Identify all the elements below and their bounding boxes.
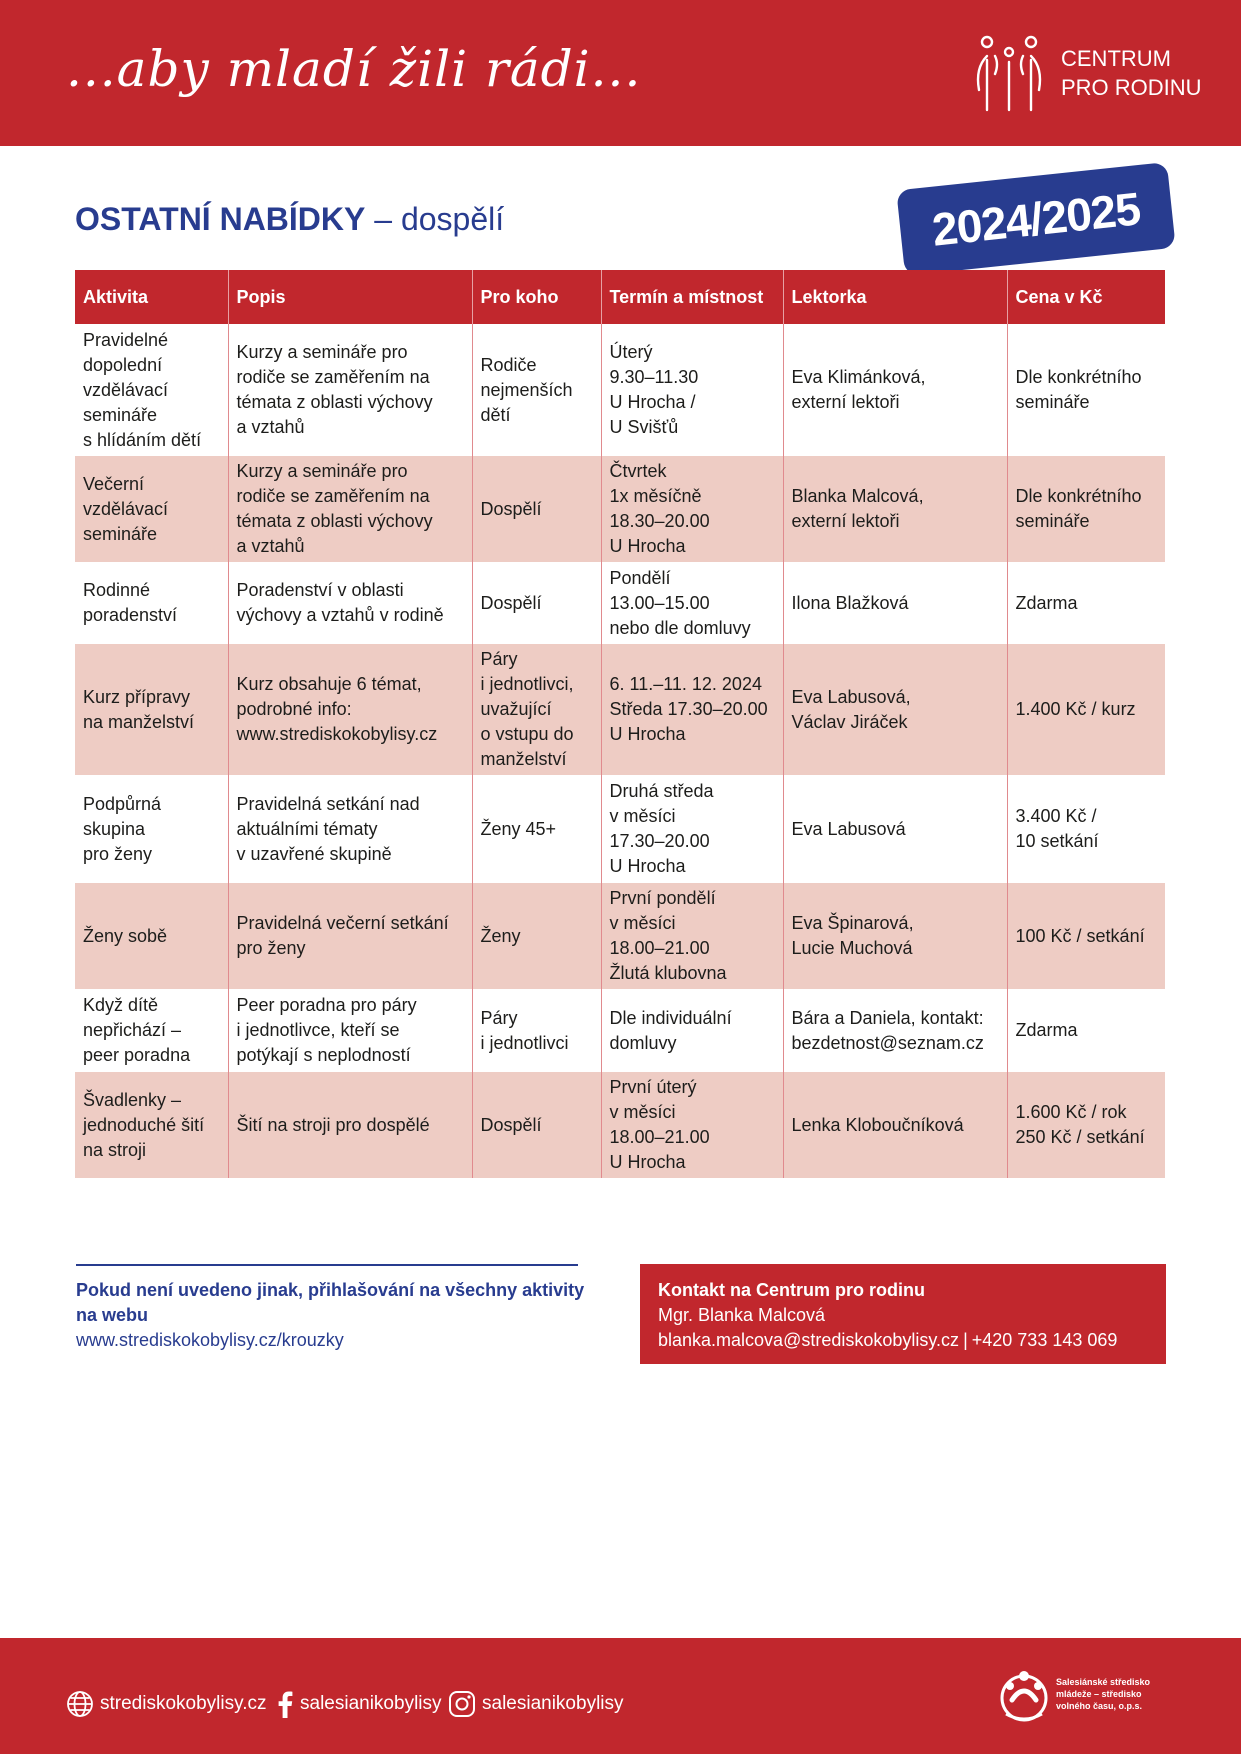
cell-aktivita: Když dítě nepřichází – peer poradna xyxy=(83,995,191,1065)
header-lektorka: Lektorka xyxy=(783,270,1007,324)
cell-pro-koho: Páry i jednotlivci, uvažující o vstupu do manželství xyxy=(472,644,601,775)
header-pro-koho: Pro koho xyxy=(472,270,601,324)
cell-lektorka: Eva Klimánková, externí lektoři xyxy=(783,324,1007,456)
cell-cena: Dle konkrétního semináře xyxy=(1007,324,1165,456)
footer-instagram[interactable] xyxy=(448,1689,624,1719)
cell-aktivita: Podpůrná skupina pro ženy xyxy=(83,793,162,864)
registration-link[interactable]: www.strediskokobylisy.cz/krouzky xyxy=(76,1330,344,1350)
salesian-logo-icon xyxy=(994,1664,1054,1726)
contact-title: Kontakt na Centrum pro rodinu xyxy=(658,1280,925,1300)
header-aktivita: Aktivita xyxy=(75,270,228,324)
table-row xyxy=(75,775,1165,883)
cell-termin: Úterý 9.30–11.30 U Hrocha / U Svišťů xyxy=(601,324,783,456)
year-badge: 2024/2025 xyxy=(896,162,1175,276)
page-title-main: OSTATNÍ NABÍDKY xyxy=(75,201,366,237)
table-row xyxy=(75,1072,1165,1178)
footer-facebook[interactable] xyxy=(276,1689,442,1719)
cell-lektorka: Blanka Malcová, externí lektoři xyxy=(783,456,1007,562)
logo-line-2: PRO RODINU xyxy=(1061,75,1202,100)
cell-pro-koho: Dospělí xyxy=(472,562,601,644)
cell-cena: 1.600 Kč / rok 250 Kč / setkání xyxy=(1007,1072,1165,1178)
logo-line-1: CENTRUM xyxy=(1061,46,1171,71)
offers-table xyxy=(75,270,1165,1178)
cell-aktivita: Večerní vzdělávací semináře xyxy=(75,456,228,562)
cell-lektorka: Ilona Blažková xyxy=(783,562,1007,644)
table-row xyxy=(75,456,1165,562)
cell-aktivita: Ženy sobě xyxy=(75,883,228,989)
cell-popis: Kurzy a semináře pro rodiče se zaměřením na témata z oblasti výchovy a vztahů xyxy=(228,456,472,562)
contact-box xyxy=(640,1264,1166,1364)
globe-icon xyxy=(66,1690,94,1718)
cell-lektorka: Eva Labusová, Václav Jiráček xyxy=(783,644,1007,775)
cell-pro-koho: Ženy xyxy=(472,883,601,989)
cell-popis: Pravidelná večerní setkání pro ženy xyxy=(228,883,472,989)
cell-aktivita: Rodinné poradenství xyxy=(83,580,178,625)
family-figures-icon xyxy=(973,34,1045,112)
cell-popis: Peer poradna pro páry i jednotlivce, kteří se potýkají s neplodností xyxy=(228,989,472,1072)
registration-note-text: Pokud není uvedeno jinak, přihlašování na všechny aktivity na webu xyxy=(76,1280,585,1325)
table-row xyxy=(75,324,1165,456)
cell-aktivita: Kurz přípravy na manželství xyxy=(75,644,228,775)
contact-email[interactable]: blanka.malcova@strediskokobylisy.cz xyxy=(658,1330,960,1350)
header-termin: Termín a místnost xyxy=(601,270,783,324)
cell-cena: Dle konkrétního semináře xyxy=(1007,456,1165,562)
cell-pro-koho: Dospělí xyxy=(472,1072,601,1178)
cell-popis: Šití na stroji pro dospělé xyxy=(228,1072,472,1178)
footer-web[interactable] xyxy=(66,1689,266,1719)
cell-termin: Čtvrtek 1x měsíčně 18.30–20.00 U Hrocha xyxy=(601,456,783,562)
footer-web-text: strediskokobylisy.cz xyxy=(100,1693,267,1714)
cell-lektorka: Eva Labusová xyxy=(783,775,1007,883)
page-title xyxy=(75,201,504,238)
cell-popis: Kurzy a semináře pro rodiče se zaměřením na témata z oblasti výchovy a vztahů xyxy=(228,324,472,456)
cell-termin: 6. 11.–11. 12. 2024 Středa 17.30–20.00 U Hrocha xyxy=(601,644,783,775)
cell-popis: Kurz obsahuje 6 témat, podrobné info: www.strediskokobylisy.cz xyxy=(228,644,472,775)
cell-aktivita: Švadlenky – jednoduché šití na stroji xyxy=(75,1072,228,1178)
contact-details xyxy=(658,1328,1148,1353)
cell-pro-koho: Rodiče nejmenších dětí xyxy=(472,324,601,456)
cell-pro-koho: Páry i jednotlivci xyxy=(472,989,601,1072)
footer-facebook-text: salesianikobylisy xyxy=(300,1693,442,1714)
cell-cena: Zdarma xyxy=(1007,562,1165,644)
footnote-divider xyxy=(76,1264,578,1266)
contact-separator: | xyxy=(963,1330,968,1350)
cell-pro-koho: Ženy 45+ xyxy=(472,775,601,883)
cell-termin: První úterý v měsíci 18.00–21.00 U Hrocha xyxy=(601,1072,783,1178)
instagram-icon xyxy=(448,1690,476,1718)
footer-instagram-text: salesianikobylisy xyxy=(482,1693,624,1714)
table-row xyxy=(75,644,1165,775)
cell-termin: Druhá středa v měsíci 17.30–20.00 U Hrocha xyxy=(601,775,783,883)
facebook-icon xyxy=(276,1690,294,1718)
table-row xyxy=(75,562,1165,644)
cell-cena: 1.400 Kč / kurz xyxy=(1007,644,1165,775)
slogan: ...aby mladí žili rádi... xyxy=(66,40,642,98)
header-cena: Cena v Kč xyxy=(1007,270,1165,324)
cell-lektorka: Lenka Kloboučníková xyxy=(783,1072,1007,1178)
header-popis: Popis xyxy=(228,270,472,324)
contact-name: Mgr. Blanka Malcová xyxy=(658,1305,826,1325)
contact-phone[interactable]: +420 733 143 069 xyxy=(971,1330,1118,1350)
cell-popis: Poradenství v oblasti výchovy a vztahů v rodině xyxy=(228,562,472,644)
logo-text xyxy=(1061,44,1202,102)
org-line-2: mládeže – středisko xyxy=(1056,1689,1142,1699)
org-name xyxy=(1056,1676,1196,1712)
page-title-sub: – dospělí xyxy=(365,201,505,237)
cell-cena: 3.400 Kč / 10 setkání xyxy=(1007,775,1165,883)
cell-cena: 100 Kč / setkání xyxy=(1007,883,1165,989)
cell-termin: Pondělí 13.00–15.00 nebo dle domluvy xyxy=(601,562,783,644)
cell-termin: První pondělí v měsíci 18.00–21.00 Žlutá klubovna xyxy=(601,883,783,989)
cell-popis: Pravidelná setkání nad aktuálními tématy v uzavřené skupině xyxy=(228,775,472,883)
cell-lektorka: Eva Špinarová, Lucie Muchová xyxy=(783,883,1007,989)
cell-aktivita: Pravidelné dopolední vzdělávací semináře s hlídáním dětí xyxy=(83,329,202,450)
cell-termin: Dle individuální domluvy xyxy=(601,989,783,1072)
org-line-1: Salesiánské středisko xyxy=(1056,1677,1151,1687)
org-line-3: volného času, o.p.s. xyxy=(1056,1701,1143,1711)
table-header-row xyxy=(75,270,1165,324)
cell-pro-koho: Dospělí xyxy=(472,456,601,562)
cell-cena: Zdarma xyxy=(1007,989,1165,1072)
cell-lektorka: Bára a Daniela, kontakt: bezdetnost@seznam.cz xyxy=(783,989,1007,1072)
registration-note xyxy=(76,1278,596,1353)
table-row xyxy=(75,883,1165,989)
table-row xyxy=(75,989,1165,1072)
